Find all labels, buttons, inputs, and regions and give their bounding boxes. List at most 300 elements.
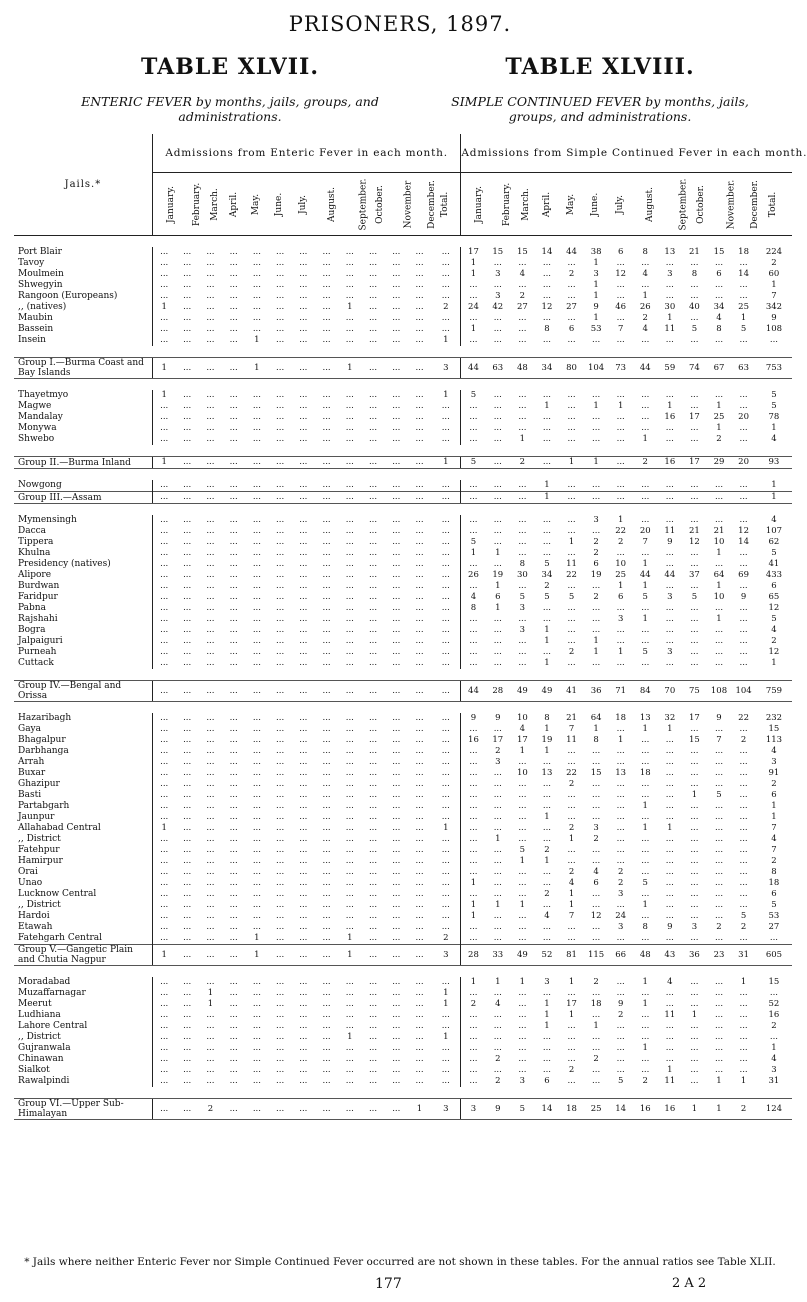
enteric-cell: ...	[322, 746, 331, 756]
enteric-cell: ...	[345, 1076, 354, 1086]
simple-continued-cell: ...	[739, 548, 748, 558]
group-total-row	[14, 492, 792, 504]
enteric-cell: ...	[276, 1043, 285, 1053]
simple-continued-cell: ...	[641, 1010, 650, 1020]
enteric-cell: ...	[229, 867, 238, 877]
enteric-cell: ...	[441, 559, 450, 569]
enteric-cell: ...	[206, 911, 215, 921]
simple-continued-cell: ...	[518, 480, 527, 490]
simple-continued-cell: ...	[690, 1032, 699, 1042]
enteric-cell: ...	[345, 735, 354, 745]
simple-continued-cell: 1	[568, 889, 575, 899]
simple-continued-cell: ...	[641, 845, 650, 855]
enteric-cell: ...	[206, 614, 215, 624]
simple-continued-cell: 6	[544, 1076, 550, 1086]
enteric-cell: ...	[299, 291, 308, 301]
enteric-cell: ...	[368, 1043, 378, 1053]
enteric-cell: ...	[441, 724, 450, 734]
enteric-cell: ...	[368, 658, 378, 668]
enteric-cell: ...	[368, 581, 378, 591]
enteric-cell: ...	[206, 515, 215, 525]
simple-continued-cell: 124	[756, 1099, 792, 1120]
simple-continued-cell: ...	[690, 768, 699, 778]
simple-continued-cell: 1	[568, 1010, 575, 1020]
simple-continued-cell: ...	[461, 779, 486, 790]
simple-continued-cell: 21	[689, 247, 700, 257]
enteric-month-header	[268, 173, 291, 236]
enteric-cell: ...	[276, 999, 285, 1009]
enteric-cell: ...	[206, 790, 215, 800]
jail-name: Unao	[18, 878, 43, 888]
enteric-cell: ...	[152, 1043, 175, 1054]
simple-continued-cell: ...	[641, 834, 650, 844]
simple-continued-cell: ...	[493, 412, 502, 422]
simple-continued-cell: 91	[768, 768, 780, 778]
enteric-cell: ...	[206, 592, 215, 602]
jail-row	[14, 1054, 792, 1065]
simple-continued-cell: ...	[690, 401, 699, 411]
jail-row	[14, 823, 792, 834]
enteric-cell: ...	[206, 1054, 215, 1064]
enteric-cell: ...	[252, 1043, 261, 1053]
spacer-cell	[14, 702, 792, 714]
jail-row	[14, 1065, 792, 1076]
jail-row	[14, 834, 792, 845]
simple-continued-cell: ...	[616, 548, 625, 558]
simple-continued-cell: 43	[658, 945, 683, 966]
simple-continued-cell: 1	[667, 724, 673, 734]
enteric-cell: ...	[408, 945, 431, 966]
enteric-cell: ...	[206, 247, 215, 257]
simple-month-label: July.	[615, 194, 626, 214]
enteric-cell: ...	[152, 1065, 175, 1076]
enteric-cell: ...	[152, 412, 175, 423]
simple-continued-cell: ...	[542, 390, 551, 400]
enteric-cell: ...	[252, 823, 261, 833]
enteric-cell: ...	[152, 401, 175, 412]
enteric-cell: ...	[152, 603, 175, 614]
jail-row	[14, 548, 792, 559]
simple-continued-cell: ...	[493, 636, 502, 646]
enteric-cell: ...	[392, 1076, 401, 1086]
simple-continued-cell: ...	[739, 636, 748, 646]
enteric-cell: ...	[441, 625, 450, 635]
enteric-cell: ...	[368, 526, 378, 536]
jail-row	[14, 988, 792, 999]
enteric-cell: ...	[345, 537, 354, 547]
fever-admissions-table	[14, 134, 807, 1120]
enteric-cell: ...	[392, 889, 401, 899]
right-caption-line-1: SIMPLE CONTINUED FEVER by months, jails,	[451, 94, 749, 109]
simple-continued-cell: ...	[616, 258, 625, 268]
jail-row	[14, 757, 792, 768]
jail-name: Khulna	[18, 548, 51, 558]
enteric-cell: ...	[152, 713, 175, 724]
enteric-cell: ...	[361, 1099, 384, 1120]
simple-continued-cell: ...	[714, 258, 724, 268]
enteric-cell: ...	[152, 280, 175, 291]
enteric-cell: ...	[441, 768, 450, 778]
enteric-cell: ...	[299, 977, 308, 987]
enteric-cell: ...	[441, 1065, 450, 1075]
simple-continued-cell: 1	[642, 999, 648, 1009]
enteric-cell: ...	[229, 302, 238, 312]
enteric-cell: ...	[441, 922, 450, 932]
enteric-cell: ...	[345, 812, 354, 822]
enteric-cell: 1	[152, 302, 175, 313]
simple-continued-cell: 44	[639, 570, 651, 580]
enteric-cell: ...	[206, 878, 215, 888]
simple-continued-cell: ...	[616, 823, 625, 833]
simple-continued-cell: ...	[769, 933, 778, 943]
enteric-cell: ...	[368, 537, 378, 547]
enteric-cell: ...	[176, 457, 199, 469]
simple-continued-cell: ...	[567, 922, 576, 932]
simple-continued-cell: ...	[518, 779, 527, 789]
enteric-cell: ...	[152, 977, 175, 988]
enteric-cell: ...	[152, 757, 175, 768]
enteric-cell: ...	[176, 1099, 199, 1120]
simple-continued-cell: ...	[665, 889, 674, 899]
enteric-cell: ...	[206, 324, 215, 334]
enteric-cell: ...	[392, 1043, 401, 1053]
jail-name: Mymensingh	[18, 515, 77, 525]
jail-row	[14, 867, 792, 878]
enteric-cell: ...	[322, 1043, 331, 1053]
enteric-cell: ...	[152, 247, 175, 258]
enteric-cell: ...	[206, 933, 215, 943]
simple-continued-cell: 1	[716, 548, 722, 558]
enteric-cell: ...	[229, 1032, 238, 1042]
enteric-cell: ...	[361, 492, 384, 504]
simple-continued-cell: 1	[642, 1043, 648, 1053]
group-name: Group VI.—Upper Sub-Himalayan	[14, 1099, 152, 1120]
enteric-cell: ...	[152, 614, 175, 625]
enteric-cell: ...	[183, 1076, 192, 1086]
simple-continued-cell: ...	[486, 492, 511, 504]
simple-continued-cell: ...	[665, 746, 674, 756]
enteric-cell: ...	[252, 889, 261, 899]
simple-continued-cell: ...	[592, 1076, 601, 1086]
simple-continued-cell: 30	[664, 302, 676, 312]
enteric-cell: 1	[443, 1032, 449, 1042]
simple-continued-cell: ...	[714, 889, 724, 899]
enteric-cell: ...	[392, 390, 401, 400]
simple-continued-cell: ...	[739, 889, 748, 899]
simple-continued-cell: 1	[593, 258, 599, 268]
simple-continued-cell: 12	[768, 647, 780, 657]
enteric-cell: ...	[276, 647, 285, 657]
enteric-cell: ...	[368, 313, 378, 323]
simple-continued-cell: ...	[739, 779, 748, 789]
enteric-cell: ...	[431, 681, 461, 702]
enteric-cell: ...	[252, 603, 261, 613]
jail-row	[14, 412, 792, 423]
enteric-cell: ...	[252, 581, 261, 591]
simple-continued-cell: 41	[559, 681, 584, 702]
simple-continued-cell: ...	[616, 1021, 625, 1031]
enteric-cell: ...	[415, 401, 424, 411]
simple-continued-cell: ...	[461, 1021, 486, 1032]
jail-row	[14, 390, 792, 401]
enteric-cell: ...	[392, 423, 401, 433]
enteric-cell: ...	[368, 324, 378, 334]
jail-name: Bassein	[18, 324, 54, 334]
enteric-cell: ...	[183, 922, 192, 932]
simple-continued-cell: 1	[544, 856, 550, 866]
simple-continued-cell: ...	[616, 779, 625, 789]
simple-continued-cell: 3	[617, 922, 624, 932]
enteric-cell: ...	[392, 724, 401, 734]
enteric-month-header	[245, 173, 268, 236]
simple-continued-cell: 1	[461, 258, 486, 269]
enteric-cell: ...	[441, 313, 450, 323]
group-total-row	[14, 457, 792, 469]
enteric-cell: ...	[299, 1054, 308, 1064]
simple-continued-cell: ...	[461, 922, 486, 933]
enteric-cell: ...	[252, 548, 261, 558]
enteric-cell: ...	[345, 280, 354, 290]
enteric-cell: ...	[345, 845, 354, 855]
enteric-cell: ...	[206, 922, 215, 932]
enteric-cell: ...	[206, 867, 215, 877]
enteric-cell: ...	[183, 480, 192, 490]
jail-name: Hardoi	[18, 911, 50, 921]
enteric-cell: ...	[392, 335, 401, 345]
simple-continued-cell: ...	[461, 658, 486, 669]
enteric-cell: ...	[415, 434, 424, 444]
enteric-cell: ...	[392, 302, 401, 312]
simple-continued-cell: ...	[665, 434, 674, 444]
enteric-cell: ...	[206, 1076, 215, 1086]
simple-continued-cell: ...	[518, 614, 527, 624]
group-name: Group I.—Burma Coast and Bay Islands	[14, 358, 152, 379]
enteric-cell: ...	[415, 515, 424, 525]
simple-month-label: June.	[590, 192, 601, 216]
simple-continued-cell: ...	[518, 1043, 527, 1053]
simple-continued-cell: 12	[768, 603, 780, 613]
simple-continued-cell: ...	[641, 636, 650, 646]
simple-continued-cell: 5	[510, 1099, 535, 1120]
simple-continued-cell: ...	[641, 1054, 650, 1064]
enteric-cell: ...	[276, 834, 285, 844]
enteric-cell: ...	[441, 515, 450, 525]
enteric-cell: ...	[299, 1032, 308, 1042]
spacer-row	[14, 1087, 792, 1099]
enteric-cell: ...	[345, 526, 354, 536]
enteric-cell: ...	[415, 1021, 424, 1031]
simple-continued-cell: 6	[593, 559, 599, 569]
simple-continued-cell: 2	[593, 537, 599, 547]
simple-continued-cell: 2	[771, 636, 777, 646]
enteric-cell: ...	[322, 790, 331, 800]
simple-continued-cell: ...	[567, 434, 576, 444]
simple-continued-cell: ...	[493, 801, 502, 811]
enteric-cell: ...	[368, 724, 378, 734]
enteric-cell: ...	[415, 1054, 424, 1064]
simple-continued-cell: 5	[771, 614, 777, 624]
simple-continued-cell: 1	[495, 900, 501, 910]
enteric-cell: ...	[183, 757, 192, 767]
simple-continued-cell: ...	[616, 280, 625, 290]
enteric-cell: ...	[183, 658, 192, 668]
enteric-cell: ...	[299, 625, 308, 635]
enteric-cell: ...	[229, 856, 238, 866]
enteric-cell: ...	[206, 713, 215, 723]
simple-continued-cell: ...	[690, 845, 699, 855]
enteric-cell: ...	[415, 889, 424, 899]
enteric-cell: ...	[183, 1065, 192, 1075]
jail-row	[14, 269, 792, 280]
simple-continued-cell: ...	[641, 423, 650, 433]
enteric-cell: ...	[299, 779, 308, 789]
enteric-cell: ...	[415, 999, 424, 1009]
enteric-cell: ...	[276, 713, 285, 723]
simple-continued-cell: ...	[518, 258, 527, 268]
enteric-cell: ...	[299, 401, 308, 411]
simple-continued-cell: ...	[665, 1043, 674, 1053]
enteric-cell: ...	[276, 269, 285, 279]
jail-name: Basti	[18, 790, 42, 800]
simple-continued-cell: ...	[616, 480, 625, 490]
simple-continued-cell: ...	[641, 988, 650, 998]
enteric-cell: ...	[415, 581, 424, 591]
simple-continued-cell: ...	[592, 1010, 601, 1020]
enteric-cell: ...	[252, 302, 261, 312]
enteric-cell: ...	[252, 401, 261, 411]
jail-row	[14, 845, 792, 856]
simple-continued-cell: ...	[493, 1010, 502, 1020]
simple-month-label: September.	[678, 178, 689, 230]
simple-continued-cell: ...	[714, 390, 724, 400]
enteric-cell: ...	[206, 977, 215, 987]
enteric-cell: ...	[345, 658, 354, 668]
enteric-cell: ...	[183, 779, 192, 789]
simple-continued-cell: 2	[495, 1076, 501, 1086]
simple-continued-cell: ...	[665, 423, 674, 433]
enteric-cell: ...	[322, 724, 331, 734]
simple-continued-cell: 8	[519, 559, 526, 569]
enteric-cell: ...	[361, 358, 384, 379]
simple-continued-cell: 1	[461, 324, 486, 335]
simple-continued-cell: 3	[495, 757, 501, 767]
enteric-cell: ...	[392, 757, 401, 767]
enteric-cell: ...	[252, 647, 261, 657]
enteric-month-label: November	[402, 180, 413, 228]
jail-name: Gaya	[18, 724, 42, 734]
simple-continued-cell: 2	[544, 581, 550, 591]
enteric-cell: ...	[345, 1010, 354, 1020]
simple-continued-cell: 10	[713, 537, 725, 547]
enteric-cell: ...	[229, 823, 238, 833]
simple-continued-cell: ...	[592, 423, 601, 433]
simple-continued-cell: 4	[461, 592, 486, 603]
simple-continued-cell: ...	[616, 603, 625, 613]
simple-continued-cell: 34	[535, 358, 560, 379]
enteric-cell: ...	[392, 247, 401, 257]
enteric-cell: ...	[368, 291, 378, 301]
enteric-cell: ...	[183, 614, 192, 624]
enteric-cell: ...	[345, 614, 354, 624]
simple-continued-cell: ...	[690, 823, 699, 833]
simple-continued-cell: 1	[667, 823, 673, 833]
simple-continued-cell: 64	[590, 713, 602, 723]
simple-continued-cell: ...	[518, 548, 527, 558]
jail-row	[14, 401, 792, 412]
enteric-cell: ...	[345, 247, 354, 257]
simple-continued-cell: ...	[641, 412, 650, 422]
enteric-cell: ...	[415, 258, 424, 268]
jail-name: Fatehpur	[18, 845, 60, 855]
simple-continued-cell: ...	[690, 313, 699, 323]
simple-continued-cell: ...	[584, 492, 609, 504]
simple-continued-cell: 1	[544, 724, 550, 734]
enteric-cell: ...	[276, 1076, 285, 1086]
simple-continued-cell: 1	[617, 581, 624, 591]
enteric-cell: ...	[322, 313, 331, 323]
simple-continued-cell: ...	[714, 867, 724, 877]
enteric-cell: ...	[152, 735, 175, 746]
simple-continued-cell: ...	[616, 434, 625, 444]
enteric-cell: ...	[183, 856, 192, 866]
simple-continued-cell: ...	[542, 614, 551, 624]
enteric-cell: ...	[392, 401, 401, 411]
simple-continued-cell: ...	[665, 878, 674, 888]
enteric-cell: ...	[299, 258, 308, 268]
enteric-cell: ...	[299, 603, 308, 613]
simple-continued-cell: ...	[714, 834, 724, 844]
simple-continued-cell: 3	[667, 592, 673, 602]
simple-continued-cell: ...	[739, 401, 748, 411]
enteric-cell: ...	[276, 757, 285, 767]
enteric-cell: ...	[276, 823, 285, 833]
simple-continued-cell: 1	[642, 581, 648, 591]
enteric-cell: ...	[338, 492, 361, 504]
simple-continued-cell: 16	[768, 1010, 780, 1020]
simple-continued-cell: ...	[592, 900, 601, 910]
simple-continued-cell: ...	[739, 790, 748, 800]
enteric-cell: ...	[392, 412, 401, 422]
enteric-month-label: January.	[165, 185, 176, 223]
simple-continued-cell: ...	[690, 434, 699, 444]
simple-continued-cell: 4	[593, 867, 599, 877]
simple-continued-cell: 17	[461, 247, 486, 258]
enteric-cell: ...	[322, 988, 331, 998]
jail-name: Shwegyin	[18, 280, 63, 290]
enteric-cell: ...	[206, 269, 215, 279]
enteric-cell: ...	[252, 1021, 261, 1031]
simple-continued-cell: 2	[642, 313, 648, 323]
simple-continued-cell: 20	[639, 526, 651, 536]
simple-continued-cell: ...	[665, 779, 674, 789]
enteric-cell: ...	[345, 515, 354, 525]
jail-name: Allahabad Central	[18, 823, 101, 833]
simple-continued-cell: ...	[461, 1054, 486, 1065]
enteric-cell: ...	[152, 889, 175, 900]
left-table-number: TABLE XLVII.	[141, 54, 319, 80]
simple-continued-cell: ...	[665, 911, 674, 921]
simple-continued-cell: 8	[593, 735, 599, 745]
right-caption	[420, 94, 780, 124]
simple-continued-fever-header: Admissions from Simple Continued Fever in each month.	[461, 134, 792, 173]
jail-row	[14, 592, 792, 603]
simple-continued-cell: 1	[667, 1065, 673, 1075]
simple-continued-cell: 5	[544, 592, 550, 602]
simple-continued-cell: ...	[518, 834, 527, 844]
enteric-cell: ...	[152, 291, 175, 302]
simple-continued-cell: ...	[714, 724, 724, 734]
simple-continued-cell: 10	[713, 592, 725, 602]
